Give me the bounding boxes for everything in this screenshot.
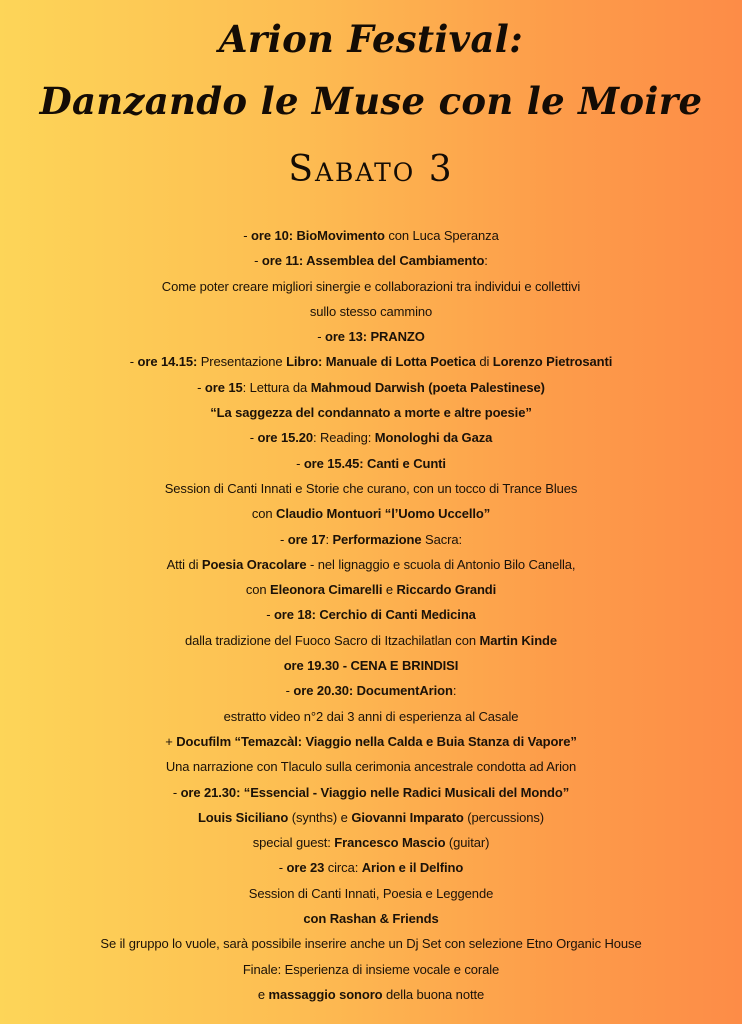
program-text: Session di Canti Innati, Poesia e Leggende [248, 885, 494, 901]
program-line [0, 729, 742, 754]
program-text: - [172, 784, 181, 800]
program-line [0, 704, 742, 729]
program-text-bold: Libro: Manuale di Lotta Poetica [286, 354, 476, 370]
program-text: Una narrazione con Tlaculo sulla cerimonia ancestrale condotta ad Arion [165, 759, 577, 775]
program-line [0, 223, 742, 248]
program-text: e [257, 986, 269, 1002]
program-line [0, 552, 742, 577]
program-line [0, 375, 742, 400]
program-list [0, 223, 742, 1007]
program-text-bold: “La saggezza del condannato a morte e altre poesie” [210, 405, 532, 421]
program-text: - nel lignaggio e scuola di Antonio Bilo Canella, [306, 556, 576, 572]
program-line [0, 754, 742, 779]
program-text-bold: ore 13: PRANZO [325, 329, 425, 345]
program-text-bold: Claudio Montuori “l’Uomo Uccello” [276, 506, 491, 522]
program-line [0, 527, 742, 552]
program-text-bold: Poesia Oracolare [201, 556, 307, 572]
program-text-bold: ore 19.30 - CENA E BRINDISI [283, 658, 459, 674]
program-line [0, 274, 742, 299]
program-text-bold: Martin Kinde [479, 632, 558, 648]
program-text-bold: Giovanni Imparato [351, 809, 464, 825]
program-text: con [245, 582, 270, 598]
program-text: - [296, 455, 304, 471]
program-text: - [254, 253, 262, 269]
program-text: della buona notte [382, 986, 485, 1002]
program-text: con Luca Speranza [384, 228, 499, 243]
program-text: - [197, 379, 205, 395]
program-text-bold: ore 15.20 [257, 430, 313, 446]
program-text-bold: Riccardo Grandi [396, 582, 497, 598]
program-text: dalla tradizione del Fuoco Sacro di Itzachilatlan con [184, 632, 480, 648]
program-text: - [129, 354, 138, 370]
program-line [0, 577, 742, 602]
festival-title: Arion Festival: [218, 17, 524, 61]
program-text: con [251, 506, 277, 522]
program-text-bold: Docufilm “Temazcàl: Viaggio nella Calda e Buia Stanza di Vapore” [176, 733, 577, 749]
program-text: - [317, 329, 325, 345]
program-line [0, 982, 742, 1007]
program-text-bold: ore 11: Assemblea del Cambiamento [261, 253, 485, 269]
program-text: : Lettura da [242, 379, 311, 395]
program-text: (synths) e [288, 809, 352, 825]
program-text-bold: BioMovimento [296, 228, 385, 243]
program-line [0, 501, 742, 526]
program-text-bold: ore 23 [286, 860, 325, 876]
program-text-bold: massaggio sonoro [268, 986, 383, 1002]
program-line [0, 830, 742, 855]
program-line [0, 906, 742, 931]
program-text: Presentazione [197, 354, 287, 370]
festival-subtitle: Danzando le Muse con le Moire [39, 79, 703, 123]
program-text-bold: Mahmoud Darwish (poeta Palestinese) [310, 379, 545, 395]
program-text: Atti di [166, 556, 202, 572]
program-text-bold: ore 18: Cerchio di Canti Medicina [273, 607, 476, 623]
program-line [0, 931, 742, 956]
program-text: (guitar) [445, 835, 490, 851]
program-line [0, 248, 742, 273]
program-line [0, 780, 742, 805]
program-text: Sacra: [421, 531, 462, 547]
program-text: di [475, 354, 493, 370]
program-text: : [325, 531, 333, 547]
program-text: - [243, 228, 252, 243]
program-text-bold: con Rashan & Friends [303, 911, 439, 927]
program-line [0, 678, 742, 703]
program-line [0, 400, 742, 425]
program-text: Come poter creare migliori sinergie e collaborazioni tra individui e collettivi [161, 278, 581, 294]
program-line [0, 957, 742, 982]
program-text: - [280, 531, 288, 547]
program-text-bold: ore 17 [287, 531, 326, 547]
program-text-bold: Arion e il Delfino [361, 860, 464, 876]
program-text: - [266, 607, 274, 623]
program-text: - [249, 430, 258, 446]
program-line [0, 602, 742, 627]
program-line [0, 349, 742, 374]
program-line [0, 476, 742, 501]
program-line [0, 299, 742, 324]
program-text-bold: ore 10: [251, 228, 293, 243]
program-text-bold: Lorenzo Pietrosanti [492, 354, 613, 370]
program-text-bold: ore 20.30: DocumentArion [293, 683, 453, 699]
program-text-bold: Louis Siciliano [197, 809, 289, 825]
program-text: circa: [324, 860, 362, 876]
program-text: : Reading: [312, 430, 375, 446]
program-text: e [382, 582, 397, 598]
program-text-bold: Francesco Mascio [334, 835, 446, 851]
program-text-bold: Eleonora Cimarelli [270, 582, 383, 598]
program-text-bold: ore 15 [204, 379, 243, 395]
program-text: Session di Canti Innati e Storie che curano, con un tocco di Trance Blues [164, 480, 578, 496]
program-line [0, 628, 742, 653]
program-text: Finale: Esperienza di insieme vocale e corale [242, 961, 500, 977]
program-text-bold: Performazione [332, 531, 422, 547]
program-line [0, 805, 742, 830]
program-text: : [484, 253, 488, 269]
program-line [0, 425, 742, 450]
program-text: (percussions) [463, 809, 545, 825]
program-line [0, 881, 742, 906]
program-text: : [452, 683, 457, 699]
day-heading: Sabato 3 [288, 149, 454, 190]
program-text: - [285, 683, 294, 699]
program-line [0, 855, 742, 880]
program-text-bold: ore 15.45: Canti e Cunti [303, 455, 446, 471]
program-line [0, 653, 742, 678]
program-text: special guest: [252, 835, 335, 851]
program-text-bold: Monologhi da Gaza [374, 430, 493, 446]
program-text: - [278, 860, 287, 876]
program-text-bold: ore 14.15: [137, 354, 198, 370]
program-line [0, 324, 742, 349]
program-text: sullo stesso cammino [309, 303, 433, 319]
program-text: + [165, 733, 177, 749]
program-text: Se il gruppo lo vuole, sarà possibile inserire anche un Dj Set con selezione Etno Organic House [100, 936, 642, 952]
program-line [0, 451, 742, 476]
program-text-bold: ore 21.30: “Essencial - Viaggio nelle Radici Musicali del Mondo” [180, 784, 570, 800]
program-text: estratto video n°2 dai 3 anni di esperienza al Casale [223, 708, 519, 724]
